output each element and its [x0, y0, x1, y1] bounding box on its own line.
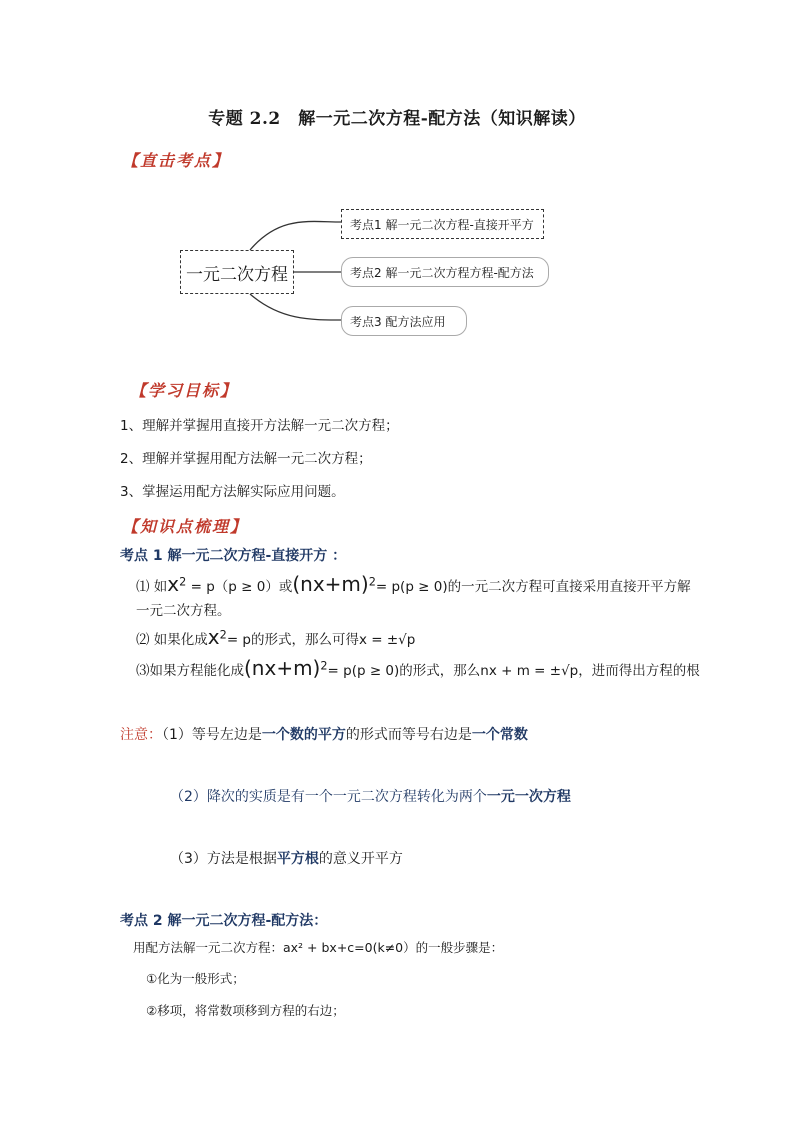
- kp2-step-1: ①化为一般形式；: [146, 971, 245, 986]
- kp1-l1-end: = p(p ≥ 0)的一元二次方程可直接采用直接开平方解: [375, 579, 691, 595]
- formula-sq: 2: [179, 575, 187, 589]
- note-3-c: 的意义开平方: [318, 851, 403, 867]
- kp1-l2-prefix: ⑵ 如果化成: [136, 632, 208, 648]
- note-label: 注意：: [120, 727, 162, 743]
- mindmap-node-1: 考点1 解一元二次方程-直接开平方: [341, 209, 544, 239]
- note-line-2: [170, 786, 571, 806]
- kp2-step-2: ②移项，将常数项移到方程的右边；: [146, 1003, 345, 1018]
- formula-nxm: (nx+m): [244, 656, 321, 680]
- kp1-l3-prefix: ⑶如果方程能化成: [136, 663, 244, 679]
- note-2-highlight: 一元一次方程: [486, 789, 571, 805]
- goal-1: 1、理解并掌握用直接开方法解一元二次方程；: [120, 418, 399, 434]
- mindmap-node-2: 考点2 解一元二次方程方程-配方法: [341, 257, 549, 287]
- note-1-a: （1）等号左边是: [162, 727, 262, 743]
- note-3-highlight: 平方根: [276, 851, 319, 867]
- kp1-line3: [136, 656, 700, 680]
- mindmap-node-3: 考点3 配方法应用: [341, 306, 467, 336]
- section-heading-knowledge: 【知识点梳理】: [122, 517, 249, 536]
- kp1-heading: 考点 1 解一元二次方程-直接开方 ：: [120, 548, 347, 564]
- goal-2: 2、理解并掌握用配方法解一元二次方程；: [120, 451, 372, 467]
- note-1-c: 的形式而等号右边是: [345, 727, 472, 743]
- section-heading-goals: 【学习目标】: [130, 381, 239, 400]
- kp1-l1-mid: = p（p ≥ 0）或: [190, 579, 293, 595]
- kp1-line2: [136, 625, 415, 649]
- kp2-heading: 考点 2 解一元二次方程-配方法：: [120, 913, 328, 929]
- formula-x: x: [167, 572, 180, 596]
- section-heading-key-points: 【直击考点】: [122, 151, 231, 170]
- mindmap-root-node: 一元二次方程: [180, 250, 294, 294]
- note-line-3: [170, 848, 403, 868]
- kp1-l1-prefix: ⑴ 如: [136, 579, 168, 595]
- formula-nxm: (nx+m): [292, 572, 369, 596]
- formula-sq: 2: [368, 575, 376, 589]
- kp1-l3-end: = p(p ≥ 0)的形式，那么nx + m = ±√p，进而得出方程的根: [327, 663, 700, 679]
- note-2-a: （2）降次的实质是有一个一元二次方程转化为两个: [170, 789, 487, 805]
- note-1-highlight-2: 一个常数: [471, 727, 528, 743]
- kp1-line1-cont: 一元二次方程。: [136, 603, 231, 619]
- kp2-intro: 用配方法解一元二次方程：ax² + bx+c=0(k≠0）的一般步骤是：: [133, 940, 504, 955]
- page-title: 专题 2.2 解一元二次方程-配方法（知识解读）: [208, 109, 586, 129]
- formula-sq: 2: [219, 628, 227, 642]
- note-3-a: （3）方法是根据: [170, 851, 277, 867]
- formula-x: x: [207, 625, 220, 649]
- mindmap-connectors: [0, 0, 794, 400]
- goal-3: 3、掌握运用配方法解实际应用问题。: [120, 484, 345, 500]
- kp1-line1: [136, 572, 691, 596]
- kp1-l2-end: = p的形式，那么可得x = ±√p: [226, 632, 416, 648]
- note-1-highlight-1: 一个数的平方: [261, 727, 346, 743]
- formula-sq: 2: [320, 659, 328, 673]
- note-line-1: [120, 724, 528, 744]
